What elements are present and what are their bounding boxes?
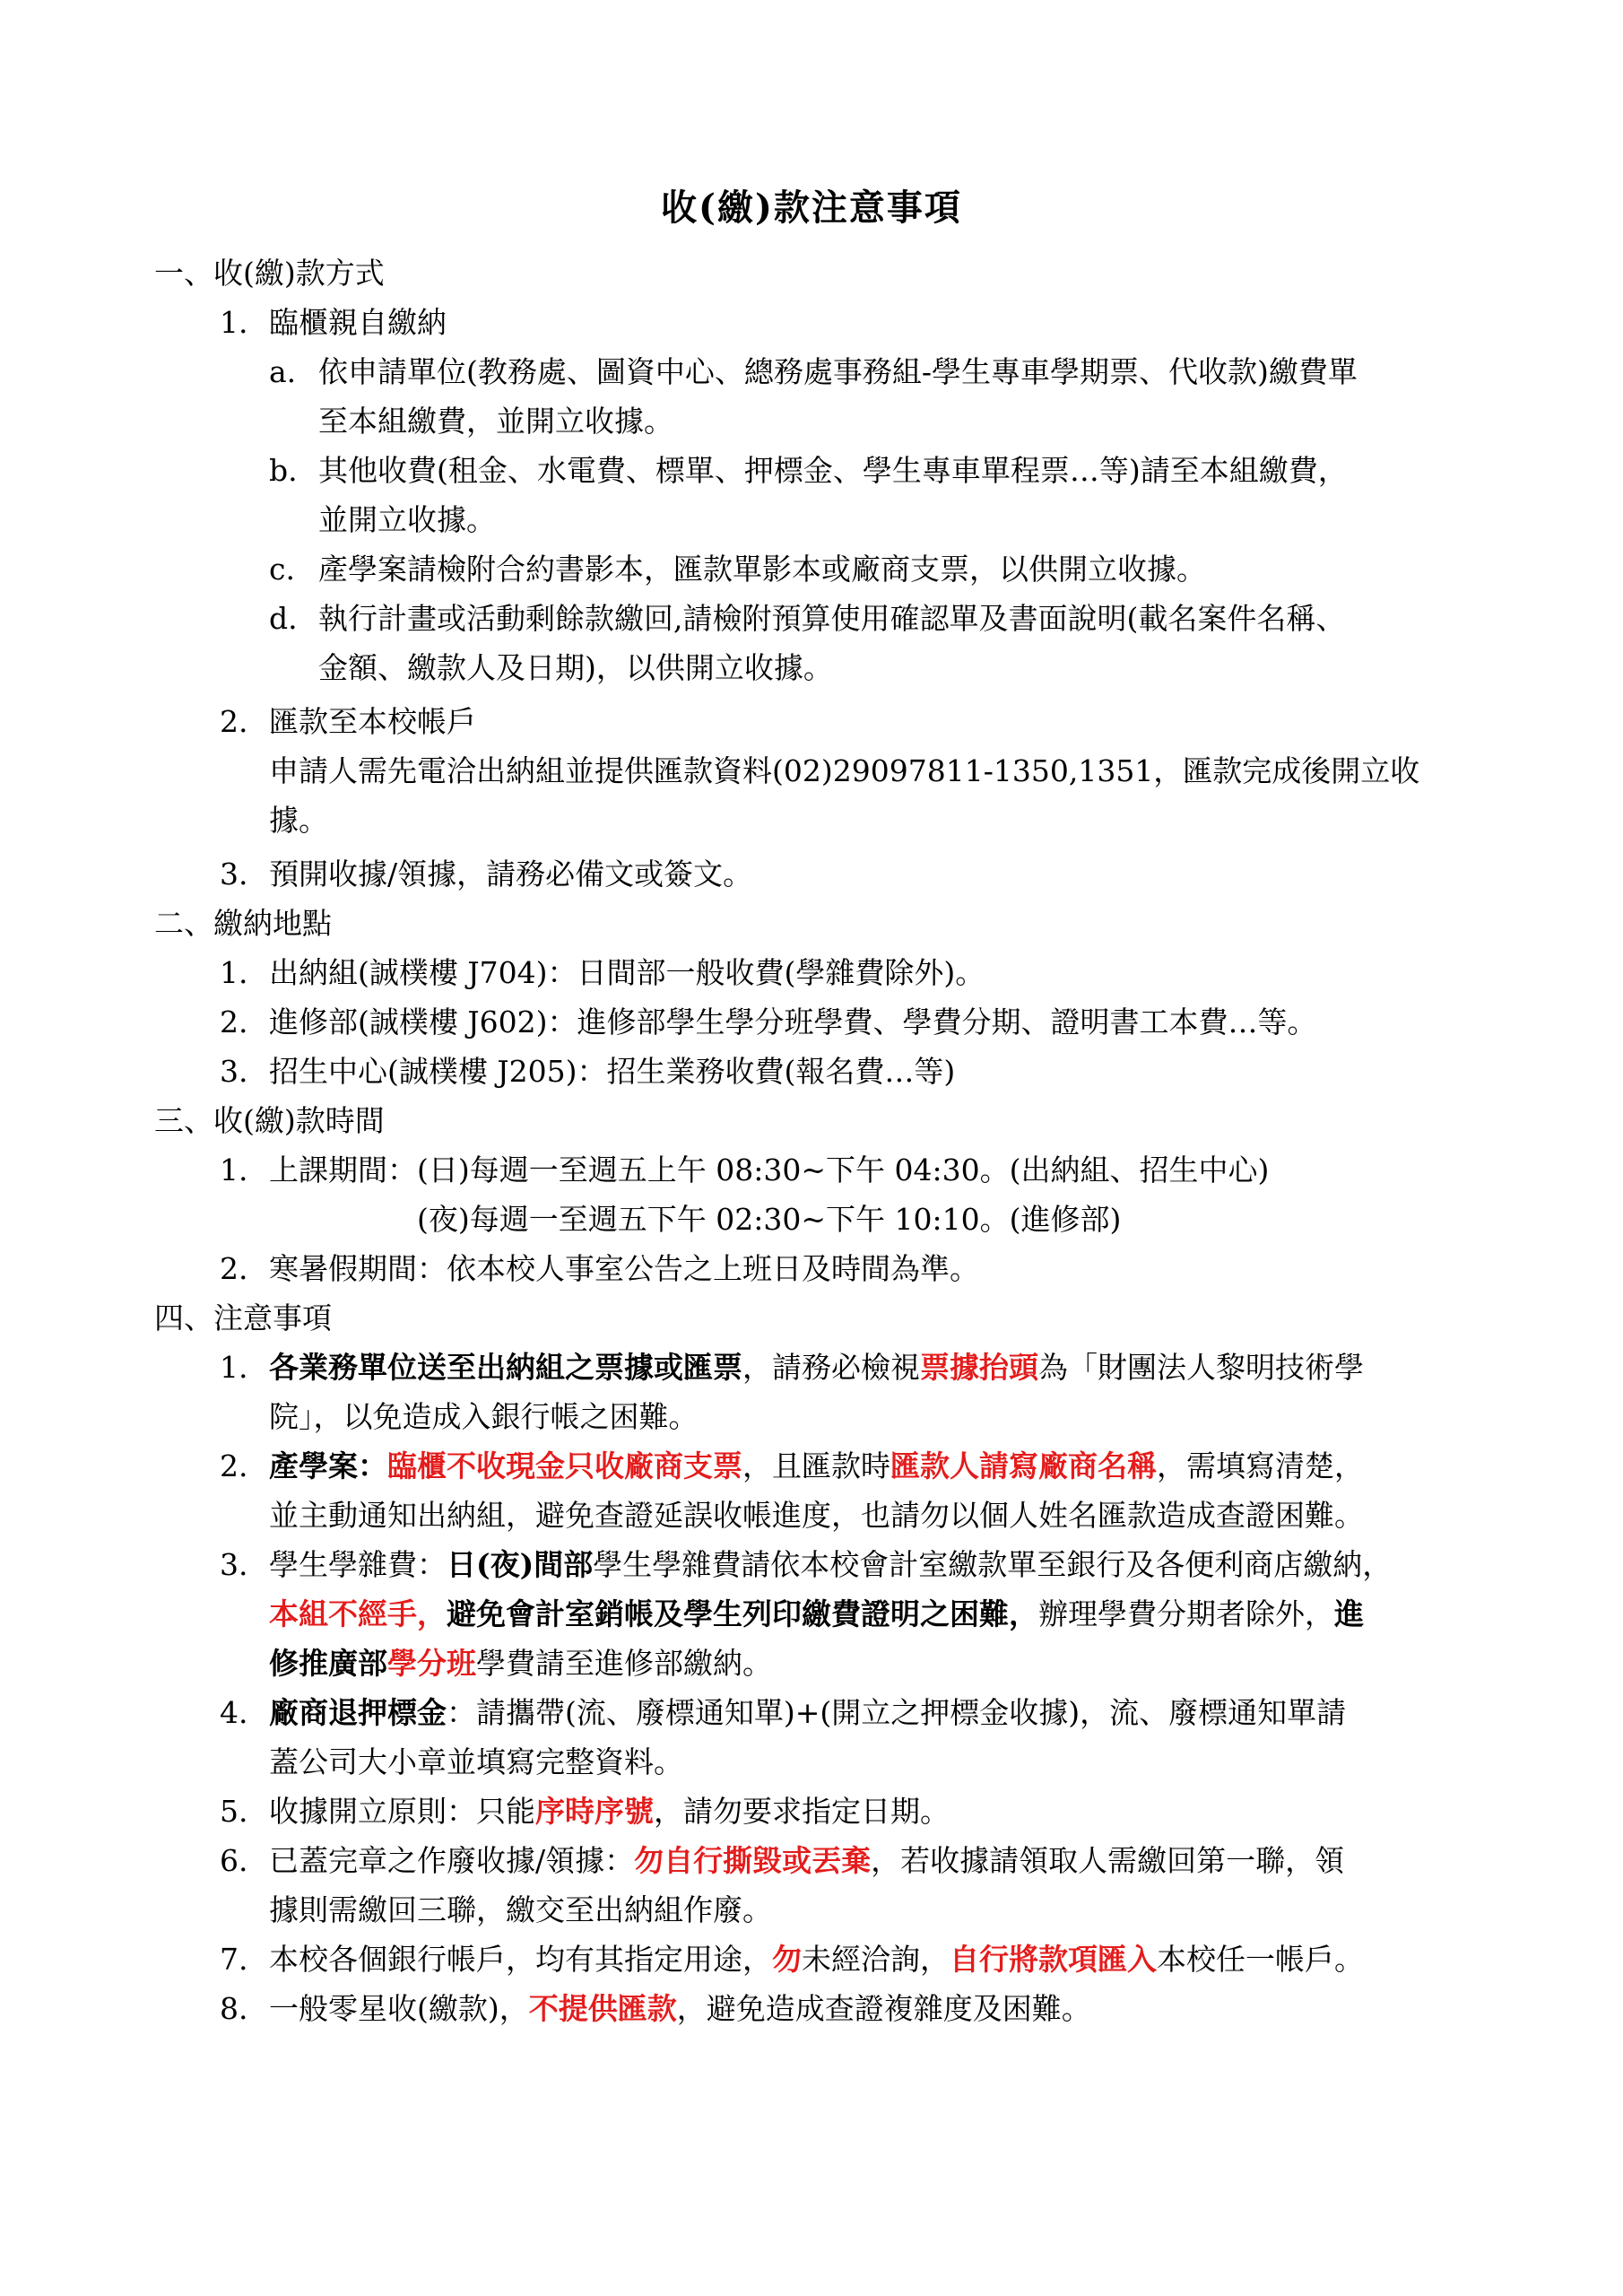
note-7-text-2: 未經洽詢， [802, 1942, 950, 1977]
note-4-number: 4. [220, 1695, 248, 1730]
item-1-1-label: 臨櫃親自繳納 [269, 305, 447, 340]
item-1-2-line-1: 申請人需先電洽出納組並提供匯款資料(02)29097811-1350,1351，匯款完成後開立收 [269, 753, 1420, 788]
note-8-highlight: 不提供匯款 [528, 1991, 677, 2026]
item-3-1-line-1: 上課期間：(日)每週一至週五上午 08:30~下午 04:30。(出納組、招生中心) [269, 1152, 1270, 1187]
section-2-heading: 二、繳納地點 [154, 906, 332, 941]
note-3-text: 學生學雜費： [269, 1547, 447, 1582]
note-3-bold-4: 修推廣部 [269, 1646, 387, 1681]
item-3-2-number: 2. [220, 1251, 248, 1286]
note-3-line-1 [269, 1547, 1392, 1583]
note-8-text: 一般零星收(繳款)， [269, 1991, 529, 2026]
item-2-2-number: 2. [220, 1004, 248, 1039]
note-6-text-2: ，若收據請領取人需繳回第一聯，領 [871, 1843, 1345, 1878]
item-1-3-label: 預開收據/領據，請務必備文或簽文。 [269, 857, 753, 891]
item-b-line-1: 其他收費(租金、水電費、標單、押標金、學生專車單程票…等)請至本組繳費， [318, 453, 1348, 488]
note-1-line-1 [269, 1350, 1364, 1386]
note-6-number: 6. [220, 1843, 248, 1878]
section-4-heading: 四、注意事項 [154, 1300, 332, 1335]
item-2-2-text: 進修部(誠樸樓 J602)：進修部學生學分班學費、學費分期、證明書工本費…等。 [269, 1004, 1317, 1039]
note-3-highlight: 本組不經手， [269, 1596, 447, 1631]
item-3-2-text: 寒暑假期間：依本校人事室公告之上班日及時間為準。 [269, 1251, 979, 1286]
item-3-1-line-2: (夜)每週一至週五下午 02:30~下午 10:10。(進修部) [417, 1202, 1122, 1237]
note-2-line-2: 並主動通知出納組，避免查證延誤收帳進度，也請勿以個人姓名匯款造成查證困難。 [269, 1498, 1364, 1533]
item-c-letter: c. [269, 552, 295, 587]
note-7-text-3: 本校任一帳戶。 [1157, 1942, 1364, 1977]
note-6-line-1 [269, 1843, 1344, 1879]
note-3-bold-2: 避免會計室銷帳及學生列印繳費證明之困難， [447, 1596, 1038, 1631]
item-d-line-1: 執行計畫或活動剩餘款繳回,請檢附預算使用確認單及書面說明(載名案件名稱、 [318, 601, 1346, 636]
note-2-number: 2. [220, 1448, 248, 1483]
note-5-highlight: 序時序號 [535, 1794, 654, 1829]
note-3-number: 3. [220, 1547, 248, 1582]
item-2-1-number: 1. [220, 955, 248, 990]
item-1-2-line-2: 據。 [269, 803, 328, 838]
item-1-2-number: 2. [220, 704, 248, 739]
note-7-highlight: 勿 [772, 1942, 802, 1977]
note-2-highlight-2: 匯款人請寫廠商名稱 [890, 1448, 1157, 1483]
note-4-bold: 廠商退押標金 [269, 1695, 447, 1730]
note-8-line-1 [269, 1991, 1091, 2027]
note-2-text-2: ，需填寫清楚， [1157, 1448, 1364, 1483]
note-6-highlight: 勿自行撕毀或丟棄 [634, 1843, 872, 1878]
note-8-number: 8. [220, 1991, 248, 2026]
note-5-number: 5. [220, 1794, 248, 1829]
note-6-line-2: 據則需繳回三聯，繳交至出納組作廢。 [269, 1892, 772, 1927]
section-1-heading: 一、收(繳)款方式 [154, 256, 385, 291]
note-1-text: ，請務必檢視 [742, 1350, 920, 1385]
item-2-3-number: 3. [220, 1054, 248, 1089]
item-2-3-text: 招生中心(誠樸樓 J205)：招生業務收費(報名費…等) [269, 1054, 956, 1089]
note-7-line-1 [269, 1942, 1364, 1978]
page-title: 收(繳)款注意事項 [661, 187, 962, 229]
note-2-bold: 產學案 [269, 1448, 358, 1483]
item-c-line-1: 產學案請檢附合約書影本，匯款單影本或廠商支票，以供開立收據。 [318, 552, 1206, 587]
note-3-bold: 日(夜)間部 [447, 1547, 594, 1582]
note-1-highlight: 票據抬頭 [920, 1350, 1038, 1385]
item-1-2-label: 匯款至本校帳戶 [269, 704, 476, 739]
note-2-line-1 [269, 1448, 1364, 1484]
item-a-line-1: 依申請單位(教務處、圖資中心、總務處事務組-學生專車學期票、代收款)繳費單 [318, 354, 1358, 389]
item-b-line-2: 並開立收據。 [318, 502, 496, 537]
note-1-number: 1. [220, 1350, 248, 1385]
note-1-line-2: 院」，以免造成入銀行帳之困難。 [269, 1399, 699, 1434]
note-2-colon: ： [358, 1448, 387, 1483]
item-d-letter: d. [269, 601, 298, 636]
item-a-letter: a. [269, 354, 297, 389]
item-b-letter: b. [269, 453, 298, 488]
note-3-line-2 [269, 1596, 1364, 1632]
item-a-line-2: 至本組繳費，並開立收據。 [318, 404, 673, 439]
note-3-text-2: 學生學雜費請依本校會計室繳款單至銀行及各便利商店繳納， [593, 1547, 1393, 1582]
note-6-text: 已蓋完章之作廢收據/領據： [269, 1843, 635, 1878]
note-5-text: 收據開立原則：只能 [269, 1794, 535, 1829]
item-3-1-number: 1. [220, 1152, 248, 1187]
note-7-highlight-2: 自行將款項匯入 [950, 1942, 1157, 1977]
note-3-bold-3: 進 [1334, 1596, 1364, 1631]
note-1-text-2: 為「財團法人黎明技術學 [1038, 1350, 1364, 1385]
note-4-line-1 [269, 1695, 1346, 1731]
note-1-bold: 各業務單位送至出納組之票據或匯票 [269, 1350, 742, 1385]
note-3-line-3 [269, 1646, 772, 1682]
item-1-3-number: 3. [220, 857, 248, 891]
note-7-text: 本校各個銀行帳戶，均有其指定用途， [269, 1942, 772, 1977]
note-3-text-4: 學費請至進修部繳納。 [476, 1646, 772, 1681]
note-5-line-1 [269, 1794, 950, 1830]
note-7-number: 7. [220, 1942, 248, 1977]
item-1-1-number: 1. [220, 305, 248, 340]
note-2-highlight-1: 臨櫃不收現金只收廠商支票 [387, 1448, 742, 1483]
item-2-1-text: 出納組(誠樸樓 J704)：日間部一般收費(學雜費除外)。 [269, 955, 985, 990]
note-4-line-2: 蓋公司大小章並填寫完整資料。 [269, 1744, 683, 1779]
note-4-text: ：請攜帶(流、廢標通知單)+(開立之押標金收據)，流、廢標通知單請 [447, 1695, 1347, 1730]
note-5-text-2: ，請勿要求指定日期。 [654, 1794, 950, 1829]
note-3-highlight-2: 學分班 [387, 1646, 476, 1681]
item-d-line-2: 金額、繳款人及日期)，以供開立收據。 [318, 650, 833, 685]
note-8-text-2: ，避免造成查證複雜度及困難。 [676, 1991, 1091, 2026]
note-3-text-3: 辦理學費分期者除外， [1038, 1596, 1334, 1631]
section-3-heading: 三、收(繳)款時間 [154, 1103, 385, 1138]
note-2-text: ，且匯款時 [742, 1448, 890, 1483]
